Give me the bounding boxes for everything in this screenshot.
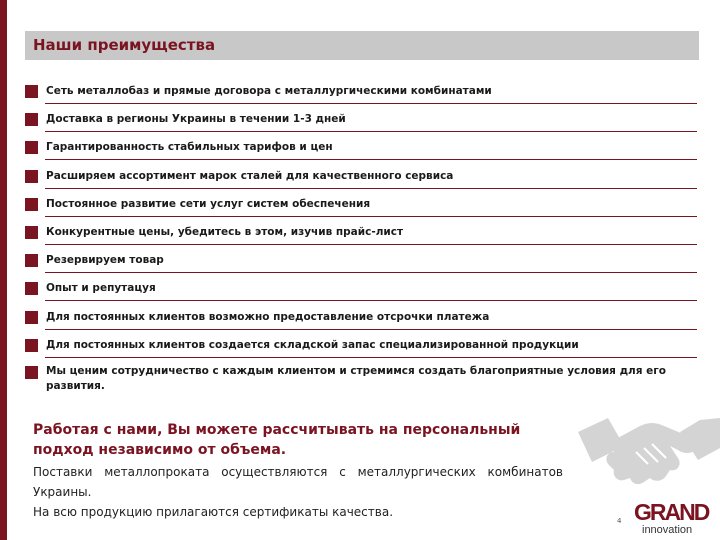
list-item-text: Для постоянных клиентов создается складской запас специализированной продукции — [46, 338, 579, 351]
list-item — [25, 360, 697, 400]
bullet-square — [25, 141, 38, 154]
list-item — [25, 304, 697, 332]
grand-logo — [634, 500, 720, 540]
list-item — [25, 163, 697, 191]
summary-line-2: На всю продукцию прилагаются сертификаты качества. — [33, 505, 394, 519]
logo-wordmark: GRAND — [634, 499, 709, 525]
title-bar — [25, 31, 699, 60]
list-item — [25, 275, 697, 303]
list-item — [25, 219, 697, 247]
handshake-icon — [578, 402, 720, 502]
list-item — [25, 78, 697, 106]
list-item-text: Опыт и репутацyя — [46, 282, 156, 295]
list-item-text: Для постоянных клиентов возможно предоставление отсрочки платежа — [46, 310, 490, 323]
bullet-square — [25, 226, 38, 239]
summary-block — [33, 420, 563, 522]
list-item — [25, 106, 697, 134]
page-number: 4 — [617, 517, 622, 525]
list-item — [25, 332, 697, 360]
list-item-text: Гарантированность стабильных тарифов и цен — [46, 141, 333, 154]
bullet-square — [25, 198, 38, 211]
bullet-square — [25, 311, 38, 324]
left-accent-bar — [0, 0, 7, 540]
list-item-text: Постоянное развитие сети услуг систем обеспечения — [46, 197, 371, 210]
list-item-text: Сеть металлобаз и прямые договора с металлургическими комбинатами — [46, 85, 492, 97]
slide-title: Наши преимущества — [33, 36, 216, 54]
list-item — [25, 247, 697, 275]
list-item-text: Расширяем ассортимент марок сталей для качественного сервиса — [46, 169, 454, 182]
list-item-text: Конкурентные цены, убедитесь в этом, изучив прайс-лист — [46, 225, 404, 238]
logo-tagline: innovation — [642, 524, 693, 536]
summary-headline: Работая с нами, Вы можете рассчитывать на персональный подход независимо от объема. — [33, 422, 521, 458]
summary-line-1: Поставки металлопроката осуществляются с металлургических комбинатов Украины. — [33, 465, 563, 499]
list-item-text: Мы ценим сотрудничество с каждым клиентом и стремимся создать благоприятные условия для его развития. — [46, 364, 666, 392]
bullet-square — [25, 113, 38, 126]
list-item-text: Доставка в регионы Украины в течении 1-3 дней — [46, 113, 346, 126]
bullet-square — [25, 339, 38, 352]
bullet-square — [25, 366, 38, 379]
bullet-square — [25, 170, 38, 183]
list-item — [25, 134, 697, 162]
bullet-square — [25, 282, 38, 295]
list-item — [25, 191, 697, 219]
list-item-text: Резервируем товар — [46, 254, 164, 267]
advantages-list — [25, 78, 697, 400]
bullet-square — [25, 85, 38, 98]
bullet-square — [25, 254, 38, 267]
